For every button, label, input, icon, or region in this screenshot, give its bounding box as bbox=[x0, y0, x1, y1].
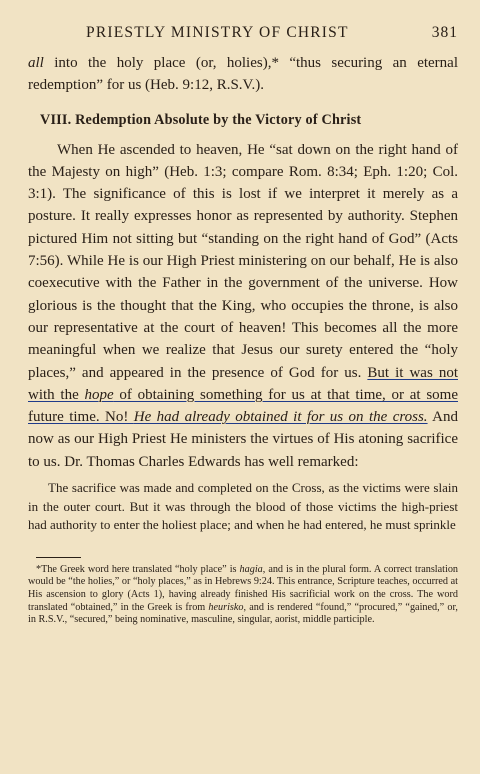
running-title: PRIESTLY MINISTRY OF CHRIST bbox=[86, 24, 349, 41]
footnote-text-2: , and is in the plural form. A correct translation would be “the holies,” or “holy places,” as in Hebrews 9:24. This entrance, Scripture teaches, occurred at His ascension to glory (Acts 1), having already finished His sacrificial work on the cross. The word translated “obtained,” in the Greek is from bbox=[28, 563, 459, 613]
section-heading: VIII. Redemption Absolute by the Victory of Christ bbox=[40, 111, 362, 128]
main-text-1: When He ascended to heaven, He “sat down on the right hand of the Majesty on high” (Heb. 1:3; compare Rom. 8:34; Eph. 1:20; Col. 3:1). The significance of this is lost if we interpret it merely as a posture. It really expresses honor as represented by authority. Stephen pictured Him not sitting but “standing on the right hand of God” (Acts 7:56). While He is our High Priest ministering on our behalf, He is also coexecutive with the Father in the government of the universe. How glorious is the thought that the King, who occupies the throne, is also our representative at the court of heaven! This becomes all the more meaningful when we realize that Jesus our surety entered the “holy places,” and appeared in the presence of God for us. bbox=[28, 141, 458, 381]
lead-text: into the holy place (or, holies),* “thus securing an eternal redemption” for us (Heb. 9:12, R.S.V.). bbox=[28, 55, 458, 94]
footnote bbox=[28, 564, 458, 627]
main-text-2: And now as our High Priest He ministers the virtues of His atoning sacrifice to us. Dr. Thomas Charles Edwards has well remarked: bbox=[28, 409, 458, 470]
main-paragraph bbox=[28, 139, 458, 473]
footnote-italic-hagia: hagia bbox=[239, 563, 263, 575]
footnote-rule bbox=[36, 557, 81, 558]
footnote-italic-heurisko: heurisko bbox=[208, 601, 244, 613]
lead-italic-word: all bbox=[28, 55, 44, 71]
underlined-italic-hope: hope bbox=[84, 386, 114, 403]
underlined-text-1: But it was not with the bbox=[28, 364, 458, 403]
block-quote: The sacrifice was made and completed on the Cross, as the victims were slain in the outer court. But it was through the blood of those victims the high-priest had authority to enter the holiest place; and when he had entered, he must sprinkle bbox=[28, 480, 458, 533]
underlined-italic-cross: He had already obtained it for us on the cross. bbox=[133, 409, 428, 426]
lead-paragraph bbox=[28, 52, 458, 97]
page-number: 381 bbox=[431, 24, 458, 41]
running-header bbox=[86, 24, 458, 42]
footnote-text-1: *The Greek word here translated “holy place” is bbox=[36, 563, 240, 575]
underlined-text-2: of obtaining something for us at that time, or at some future time. No! bbox=[28, 386, 458, 426]
footnote-text-3: , and is rendered “found,” “procured,” “gained,” or, in R.S.V., “secured,” being nominative, masculine, singular, aorist, middle participle. bbox=[28, 601, 458, 626]
page-content bbox=[28, 52, 458, 627]
